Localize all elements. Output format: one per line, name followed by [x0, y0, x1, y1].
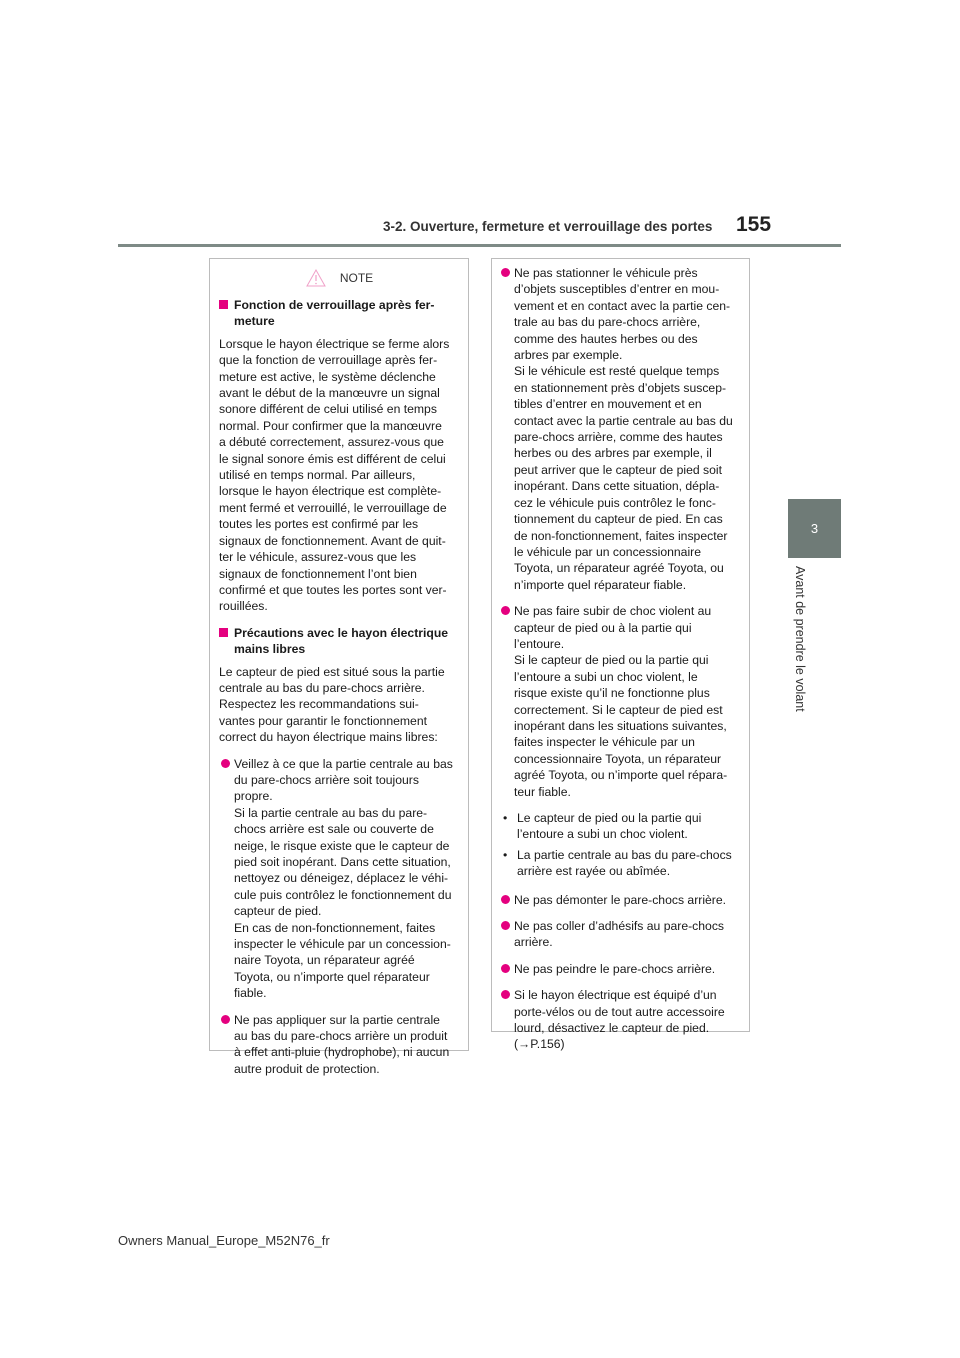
- square-bullet-icon: [219, 628, 228, 637]
- sub-list-item: [499, 810, 741, 843]
- bullet-line: porte-vélos ou de tout autre accessoire: [514, 1004, 725, 1019]
- bullet-line: teur fiable.: [514, 784, 571, 799]
- bullet-line: chocs arrière est sale ou couverte de: [234, 822, 434, 837]
- paragraph-line: le signal sonore émis est différent de celui: [219, 451, 446, 466]
- chapter-number: 3: [810, 521, 819, 536]
- bullet-line: Toyota, ou n’importe quel réparateur: [234, 969, 430, 984]
- bullet-dot-icon: [221, 1015, 230, 1024]
- paragraph-line: lorsque le hayon électrique est complète-: [219, 484, 442, 499]
- section-title-line: Précautions avec le hayon électrique: [234, 625, 449, 640]
- bullet-line: concessionnaire Toyota, un réparateur: [514, 751, 722, 766]
- bullet-item: [499, 961, 741, 977]
- section-title-line: Fonction de verrouillage après fer-: [234, 298, 435, 312]
- section-title-text: [234, 297, 434, 330]
- bullet-line: En cas de non-fonctionnement, faites: [234, 920, 436, 935]
- bullet-line: naire Toyota, un réparateur agréé: [234, 953, 415, 968]
- paragraph-line: sonore différent de celui utilisé en temps: [219, 402, 437, 417]
- bullet-line: le véhicule par un concessionnaire: [514, 544, 701, 559]
- section-paragraph: [219, 664, 460, 746]
- bullet-line: peut arriver que le capteur de pied soit: [514, 462, 722, 477]
- bullet-text: [514, 265, 741, 593]
- spacer: [499, 884, 741, 892]
- bullet-dot-icon: [501, 268, 510, 277]
- note-heading: [219, 269, 460, 287]
- paragraph-line: que la fonction de verrouillage après fer-: [219, 353, 438, 368]
- paragraph-line: toutes les portes est confirmé par les: [219, 517, 419, 532]
- section-header-title: 3-2. Ouverture, fermeture et verrouillage des portes: [383, 219, 713, 234]
- paragraph-line: Le capteur de pied est situé sous la partie: [219, 664, 445, 679]
- paragraph-line: rouillées.: [219, 599, 268, 614]
- bullet-text: [514, 918, 741, 951]
- bullet-text: [234, 756, 460, 1002]
- bullet-line: Ne pas appliquer sur la partie centrale: [234, 1012, 440, 1027]
- paragraph-line: signaux de fonctionnement l’ont bien: [219, 566, 417, 581]
- bullet-line: inopérant dans les situations suivantes,: [514, 718, 727, 733]
- paragraph-line: utilisé en temps normal. Par ailleurs,: [219, 468, 416, 483]
- bullet-line: cez le véhicule puis contrôlez le fonc-: [514, 495, 716, 510]
- bullet-line: l’entoure.: [514, 636, 565, 651]
- bullet-dot-icon: [501, 990, 510, 999]
- paragraph-line: vantes pour garantir le fonctionnement: [219, 713, 427, 728]
- footer-document-id: Owners Manual_Europe_M52N76_fr: [118, 1233, 330, 1248]
- bullet-line: (→P.156): [514, 1037, 565, 1052]
- bullet-line: Si le hayon électrique est équipé d’un: [514, 988, 717, 1003]
- paragraph-line: Lorsque le hayon électrique se ferme alors: [219, 336, 450, 351]
- warning-triangle-icon: [306, 269, 326, 287]
- chapter-label: Avant de prendre le volant: [793, 566, 807, 712]
- bullet-line: arbres par exemple.: [514, 348, 623, 363]
- bullet-line: d’objets susceptibles d’entrer en mou-: [514, 282, 720, 297]
- bullet-line: herbes ou des arbres par exemple, il: [514, 446, 712, 461]
- bullet-line: tibles d’entrer en mouvement et en: [514, 397, 702, 412]
- bullet-line: pied soit inopérant. Dans cette situation,: [234, 855, 451, 869]
- bullet-line: correctement. Si le capteur de pied est: [514, 702, 723, 717]
- paragraph-line: confirmé et que toutes les portes sont ver-: [219, 582, 447, 597]
- paragraph-line: Respectez les recommandations sui-: [219, 697, 419, 712]
- bullet-line: arrière.: [514, 935, 553, 950]
- bullet-line: du pare-chocs arrière soit toujours: [234, 772, 419, 787]
- bullet-line: comme des hautes herbes ou des: [514, 331, 698, 346]
- bullet-item: [499, 918, 741, 951]
- sub-bullet-icon: •: [503, 811, 508, 825]
- note-box-right: [491, 258, 750, 1052]
- bullet-item: [499, 603, 741, 800]
- bullet-dot-icon: [501, 606, 510, 615]
- bullet-line: inopérant. Dans cette situation, dépla-: [514, 479, 720, 494]
- bullet-line: capteur de pied ou à la partie qui: [514, 620, 692, 635]
- bullet-line: faites inspecter le véhicule par un: [514, 735, 695, 750]
- bullet-line: autre produit de protection.: [234, 1061, 380, 1076]
- section-paragraph: [219, 336, 460, 615]
- bullet-line: Ne pas faire subir de choc violent au: [514, 604, 712, 619]
- section-title-line: meture: [234, 314, 275, 329]
- sub-list-text: [517, 847, 732, 880]
- bullet-line: Si le capteur de pied ou la partie qui: [514, 653, 709, 668]
- bullet-dot-icon: [501, 921, 510, 930]
- bullet-line: l’entoure a subi un choc violent, le: [514, 669, 698, 684]
- bullet-text: [514, 987, 741, 1053]
- section-title: [219, 297, 460, 330]
- bullet-line: Ne pas stationner le véhicule près: [514, 266, 698, 280]
- bullet-dot-icon: [221, 759, 230, 768]
- bullet-line: inspecter le véhicule par un concession-: [234, 937, 451, 952]
- section-title-text: [234, 625, 448, 658]
- bullet-line: Ne pas démonter le pare-chocs arrière.: [514, 892, 727, 907]
- bullet-item: [499, 987, 741, 1053]
- square-bullet-icon: [219, 300, 228, 309]
- bullet-line: lourd, désactivez le capteur de pied.: [514, 1021, 710, 1036]
- chapter-tab: [788, 499, 841, 558]
- bullet-item: [219, 1012, 460, 1078]
- bullet-text: [234, 1012, 460, 1078]
- bullet-line: cule puis contrôlez le fonctionnement du: [234, 887, 452, 902]
- sub-list-line: l’entoure a subi un choc violent.: [517, 827, 688, 842]
- sub-bullet-icon: •: [503, 847, 508, 862]
- bullet-line: au bas du pare-chocs arrière un produit: [234, 1029, 448, 1044]
- paragraph-line: a débuté correctement, assurez-vous que: [219, 435, 444, 450]
- bullet-text: [514, 961, 741, 977]
- bullet-line: en stationnement près d’objets suscep-: [514, 380, 727, 395]
- paragraph-line: meture est active, le système déclenche: [219, 369, 436, 384]
- note-label: NOTE: [339, 270, 374, 285]
- bullet-dot-icon: [501, 895, 510, 904]
- section-title-line: mains libres: [234, 642, 306, 657]
- bullet-line: vement et en contact avec la partie cen-: [514, 298, 731, 313]
- bullet-line: capteur de pied.: [234, 904, 322, 919]
- note-content-left: [219, 297, 460, 1077]
- paragraph-line: correct du hayon électrique mains libres:: [219, 730, 438, 745]
- sub-list-line: La partie centrale au bas du pare-chocs: [517, 847, 732, 862]
- bullet-line: de non-fonctionnement, faites inspecter: [514, 528, 728, 543]
- bullet-line: Ne pas peindre le pare-chocs arrière.: [514, 961, 716, 976]
- bullet-line: trale au bas du pare-chocs arrière,: [514, 315, 701, 330]
- bullet-line: fiable.: [234, 986, 267, 1001]
- sub-list-line: Le capteur de pied ou la partie qui: [517, 811, 702, 825]
- bullet-dot-icon: [501, 964, 510, 973]
- header-divider: [118, 244, 841, 247]
- note-content-right: [499, 265, 741, 1053]
- sub-list-line: arrière est rayée ou abîmée.: [517, 864, 671, 879]
- paragraph-line: normal. Pour confirmer que la manœuvre: [219, 418, 442, 433]
- bullet-line: neige, le risque existe que le capteur de: [234, 838, 450, 853]
- bullet-item: [499, 892, 741, 908]
- bullet-line: propre.: [234, 789, 273, 804]
- paragraph-line: ment fermé et verrouillé, le verrouillage de: [219, 500, 447, 515]
- sub-list-item: [499, 847, 741, 880]
- bullet-text: [514, 603, 741, 800]
- bullet-text: [514, 892, 741, 908]
- bullet-line: Si la partie centrale au bas du pare-: [234, 805, 428, 820]
- bullet-line: nettoyez ou déneigez, déplacez le véhi-: [234, 871, 449, 886]
- bullet-line: Toyota, un réparateur agréé Toyota, ou: [514, 561, 724, 576]
- paragraph-line: avant le début de la manœuvre un signal: [219, 386, 440, 401]
- bullet-item: [219, 756, 460, 1002]
- bullet-item: [499, 265, 741, 593]
- bullet-line: agréé Toyota, ou n’importe quel répara-: [514, 768, 728, 783]
- bullet-line: n’importe quel réparateur fiable.: [514, 577, 687, 592]
- page-number: 155: [736, 213, 772, 236]
- bullet-line: pare-chocs arrière, comme des hautes: [514, 430, 723, 445]
- paragraph-line: centrale au bas du pare-chocs arrière.: [219, 680, 425, 695]
- bullet-line: Ne pas coller d’adhésifs au pare-chocs: [514, 919, 725, 934]
- bullet-line: Veillez à ce que la partie centrale au bas: [234, 756, 453, 771]
- paragraph-line: ter le véhicule, assurez-vous que les: [219, 550, 417, 565]
- bullet-line: à effet anti-pluie (hydrophobe), ni aucun: [234, 1045, 450, 1060]
- bullet-line: contact avec la partie centrale au bas du: [514, 413, 733, 428]
- bullet-line: Si le véhicule est resté quelque temps: [514, 364, 720, 379]
- bullet-line: tionnement du capteur de pied. En cas: [514, 512, 723, 527]
- note-box-left: [209, 258, 469, 1076]
- paragraph-line: signaux de fonctionnement. Avant de quit-: [219, 533, 446, 548]
- bullet-line: risque existe qu’il ne fonctionne plus: [514, 686, 710, 701]
- section-title: [219, 625, 460, 658]
- sub-list-text: [517, 810, 701, 843]
